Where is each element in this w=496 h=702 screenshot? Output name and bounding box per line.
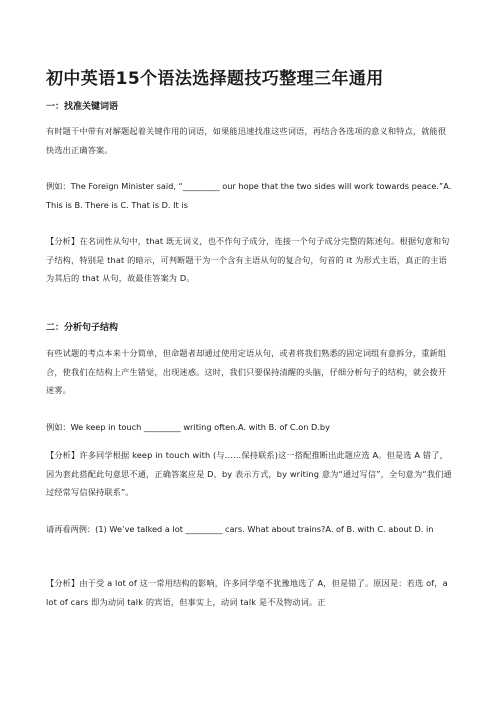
section-1-example: 例如：The Foreign Minister said, “_________ our hope that the two sides will work towards peace.”A. This is B. There is C. That is D. It is [46,181,452,210]
section-heading-2: 二：分析句子结构 [46,323,119,333]
section-2-example: 例如：We keep in touch _________ writing often.A. with B. of C.on D.by [46,422,330,432]
section-2-intro: 有些试题的考点本来十分简单，但命题者却通过使用定语从句，或者将我们熟悉的固定词组有意拆分，重新组合，使我们在结构上产生错觉，出现迷惑。这时，我们只要保持清醒的头脑，仔细分析句子的结构，就会拨开迷雾。 [46,348,447,395]
section-1-intro: 有时题干中带有对解题起着关键作用的词语，如果能迅速找准这些词语，再结合各选项的意义和特点，就能很快选出正确答案。 [46,126,447,155]
section-1-analysis: 【分析】在名词性从句中，that 既无词义，也不作句子成分，连接一个句子成分完整的陈述句。根据句意和句子结构，特别是 that 的暗示，可判断题干为一个含有主语从句的复合句，句首的 it 为形式主语，真正的主语为其后的 that 从句，故最佳答案为 D。 [46,236,450,283]
section-2-analysis: 【分析】许多同学根据 keep in touch with (与……保持联系)这一搭配推断出此题应选 A。但是选 A 错了，因为套此搭配此句意思不通，正确答案应是 D，by 表示方式，by writing 意为“通过写信”，全句意为“我们通过经常写信保持联系”。 [46,450,452,497]
section-2-example-2: 请再看两例：(1) We’ve talked a lot _________ cars. What about trains?A. of B. with C. about D. in [46,524,434,534]
section-heading-1: 一：找准关键词语 [46,102,119,112]
page-title: 初中英语15个语法选择题技巧整理三年通用 [46,69,384,89]
section-2-analysis-2: 【分析】由于受 a lot of 这一常用结构的影响，许多同学毫不犹豫地选了 A，但是错了。原因是：若选 of，a lot of cars 即为动词 talk 的宾语，但事实上，动词 talk 是不及物动词。正 [46,578,448,607]
